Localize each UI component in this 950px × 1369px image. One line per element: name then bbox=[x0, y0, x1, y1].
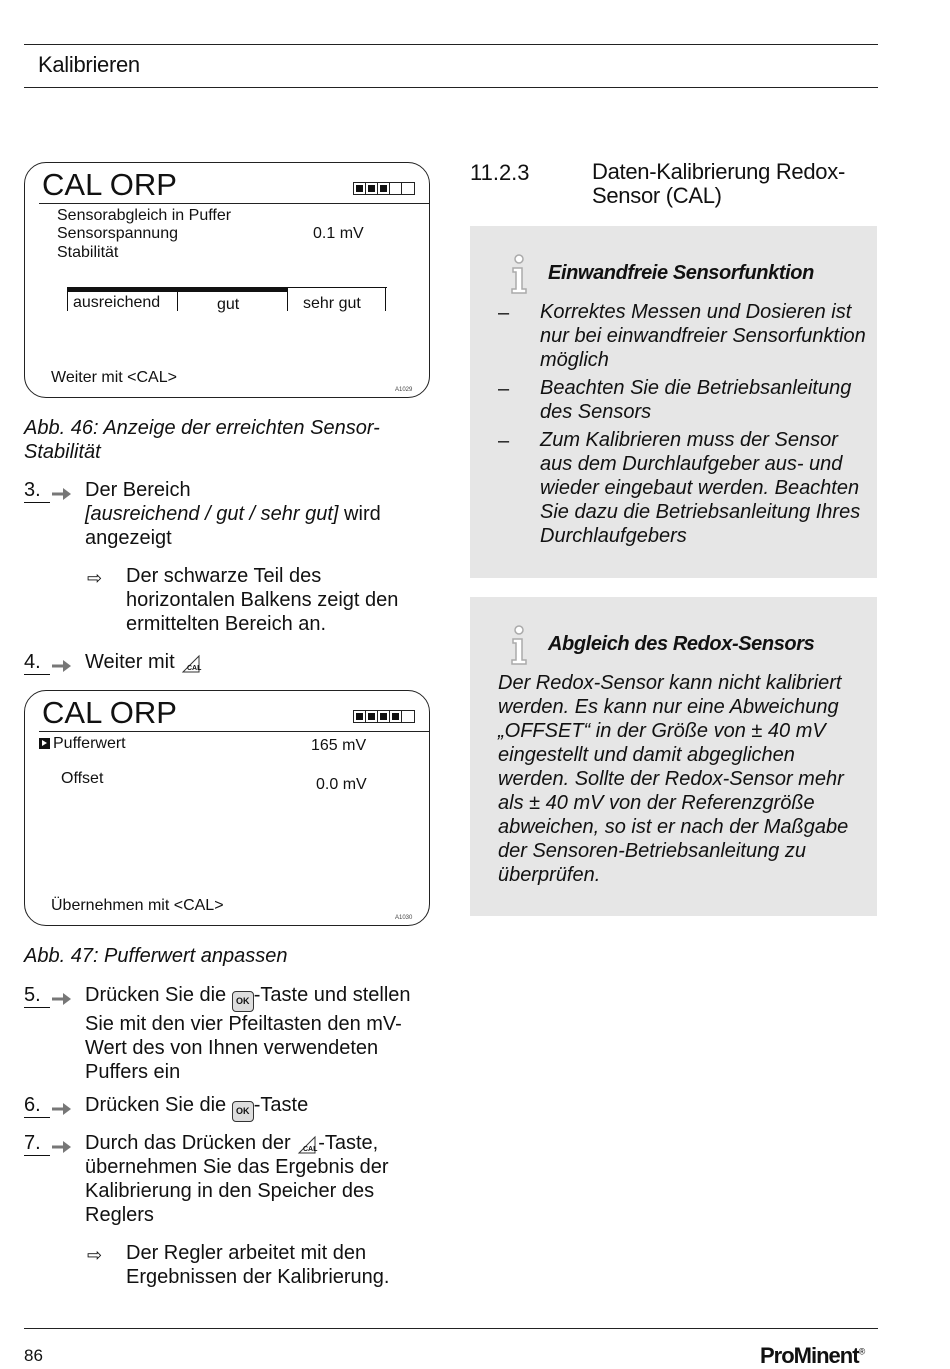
page-number: 86 bbox=[24, 1346, 43, 1365]
result-arrow-icon: ⇨ bbox=[87, 568, 103, 588]
svg-text:CAL: CAL bbox=[303, 1146, 318, 1153]
step-5-text: Drücken Sie die OK -Taste und stellen Sie mit den vier Pfeiltasten den mV-Wert des von Ihnen verwendeten Puffers ein bbox=[85, 984, 411, 1083]
lcd-footer-accept: Übernehmen mit <CAL> bbox=[51, 897, 224, 914]
lcd-offset-label: Offset bbox=[61, 770, 104, 787]
step-6-text: Drücken Sie die OK -Taste bbox=[85, 1093, 430, 1122]
step-arrow-icon bbox=[52, 487, 72, 501]
info-note-sensor-function bbox=[470, 226, 877, 578]
lcd-footer-continue: Weiter mit <CAL> bbox=[51, 369, 177, 386]
ok-key-icon: OK bbox=[232, 991, 254, 1012]
lcd-title-rule bbox=[39, 731, 429, 732]
lcd-line-buffer: Sensorabgleich in Puffer bbox=[57, 207, 232, 224]
step-4-text: Weiter mit CAL bbox=[85, 651, 202, 673]
result-text-2: Der Regler arbeitet mit den Ergebnissen der Kalibrierung. bbox=[126, 1242, 390, 1288]
section-number: 11.2.3 bbox=[470, 160, 530, 185]
figure-caption-47: Abb. 47: Pufferwert anpassen bbox=[24, 945, 288, 967]
lcd-stability-label: Stabilität bbox=[57, 244, 119, 261]
figure-caption-46: Abb. 46: Anzeige der erreichten Sensor-Stabilität bbox=[24, 417, 380, 463]
lcd-display-buffer bbox=[24, 690, 430, 926]
svg-text:CAL: CAL bbox=[187, 665, 202, 672]
brand-logo: ProMinent® bbox=[760, 1343, 865, 1368]
info-icon bbox=[506, 625, 532, 665]
lcd-sensor-voltage-label: Sensorspannung bbox=[57, 225, 178, 242]
step-3-text: Der Bereich [ausreichend / gut / sehr gut] wird angezeigt bbox=[85, 479, 381, 549]
step-number-3: 3. bbox=[24, 478, 50, 503]
figure-code: A1029 bbox=[395, 387, 413, 393]
header-top-rule bbox=[24, 44, 878, 45]
selection-cursor-icon bbox=[39, 738, 50, 749]
step-number-5: 5. bbox=[24, 983, 50, 1008]
step-number-7: 7. bbox=[24, 1131, 50, 1156]
note-title: Einwandfreie Sensorfunktion bbox=[548, 262, 814, 284]
step-arrow-icon bbox=[52, 1140, 72, 1154]
lcd-sensor-voltage-value: 0.1 mV bbox=[313, 225, 364, 242]
note-body: Der Redox-Sensor kann nicht kalibriert werden. Es kann nur eine Abweichung „OFFSET“ in der Größe von ± 40 mV eingestellt und damit abgeglichen werden. Sollte der Redox-Sensor mehr als ± 40 mV von der Referenzgröße abweichen, so ist er nach der Maßgabe der Sensoren-Betriebsanleitung zu überprüfen. bbox=[498, 672, 849, 886]
info-note-redox-adjustment bbox=[470, 597, 877, 916]
stability-label-very-good: sehr gut bbox=[303, 295, 361, 312]
lcd-title-rule bbox=[39, 203, 429, 204]
note-list-item: Korrektes Messen und Dosieren ist nur bei einwandfreier Sensorfunktion möglich bbox=[540, 301, 866, 371]
step-number-6: 6. bbox=[24, 1093, 50, 1118]
cal-key-icon bbox=[296, 1134, 318, 1154]
list-dash: – bbox=[498, 378, 510, 400]
note-title: Abgleich des Redox-Sensors bbox=[548, 633, 815, 655]
note-list-item: Beachten Sie die Betriebsanleitung des Sensors bbox=[540, 377, 852, 423]
ok-key-icon: OK bbox=[232, 1101, 254, 1122]
footer-rule bbox=[24, 1328, 878, 1329]
figure-code: A1030 bbox=[395, 915, 413, 921]
lcd-buffer-row bbox=[39, 735, 126, 753]
step-number-4: 4. bbox=[24, 650, 50, 675]
page-header-title: Kalibrieren bbox=[38, 52, 140, 77]
cal-key-icon bbox=[180, 653, 202, 673]
step-7-text: Durch das Drücken der CAL -Taste, übernehmen Sie das Ergebnis der Kalibrierung in den Speicher des Reglers bbox=[85, 1132, 389, 1226]
lcd-title: CAL ORP bbox=[42, 167, 177, 202]
step-arrow-icon bbox=[52, 1102, 72, 1116]
header-bottom-rule bbox=[24, 87, 878, 88]
lcd-title: CAL ORP bbox=[42, 695, 177, 730]
signal-strength-icon bbox=[353, 710, 415, 723]
list-dash: – bbox=[498, 430, 510, 452]
lcd-buffer-label: Pufferwert bbox=[53, 735, 126, 752]
note-list-item: Zum Kalibrieren muss der Sensor aus dem Durchlaufgeber aus- und wieder eingebaut werden. Beachten Sie dazu die Betriebsanleitung Ihres Durchlaufgebers bbox=[540, 429, 861, 547]
section-title: Daten-Kalibrierung Redox-Sensor (CAL) bbox=[592, 159, 845, 208]
lcd-buffer-value: 165 mV bbox=[311, 737, 367, 754]
signal-strength-icon bbox=[353, 182, 415, 195]
info-icon bbox=[506, 254, 532, 294]
step-arrow-icon bbox=[52, 659, 72, 673]
step-arrow-icon bbox=[52, 992, 72, 1006]
stability-label-sufficient: ausreichend bbox=[73, 294, 161, 311]
result-text-1: Der schwarze Teil des horizontalen Balkens zeigt den ermittelten Bereich an. bbox=[126, 565, 399, 635]
stability-label-good: gut bbox=[217, 296, 240, 313]
result-arrow-icon: ⇨ bbox=[87, 1245, 103, 1265]
list-dash: – bbox=[498, 302, 510, 324]
lcd-offset-value: 0.0 mV bbox=[316, 776, 367, 793]
stability-bar bbox=[67, 287, 387, 313]
lcd-display-stability bbox=[24, 162, 430, 398]
